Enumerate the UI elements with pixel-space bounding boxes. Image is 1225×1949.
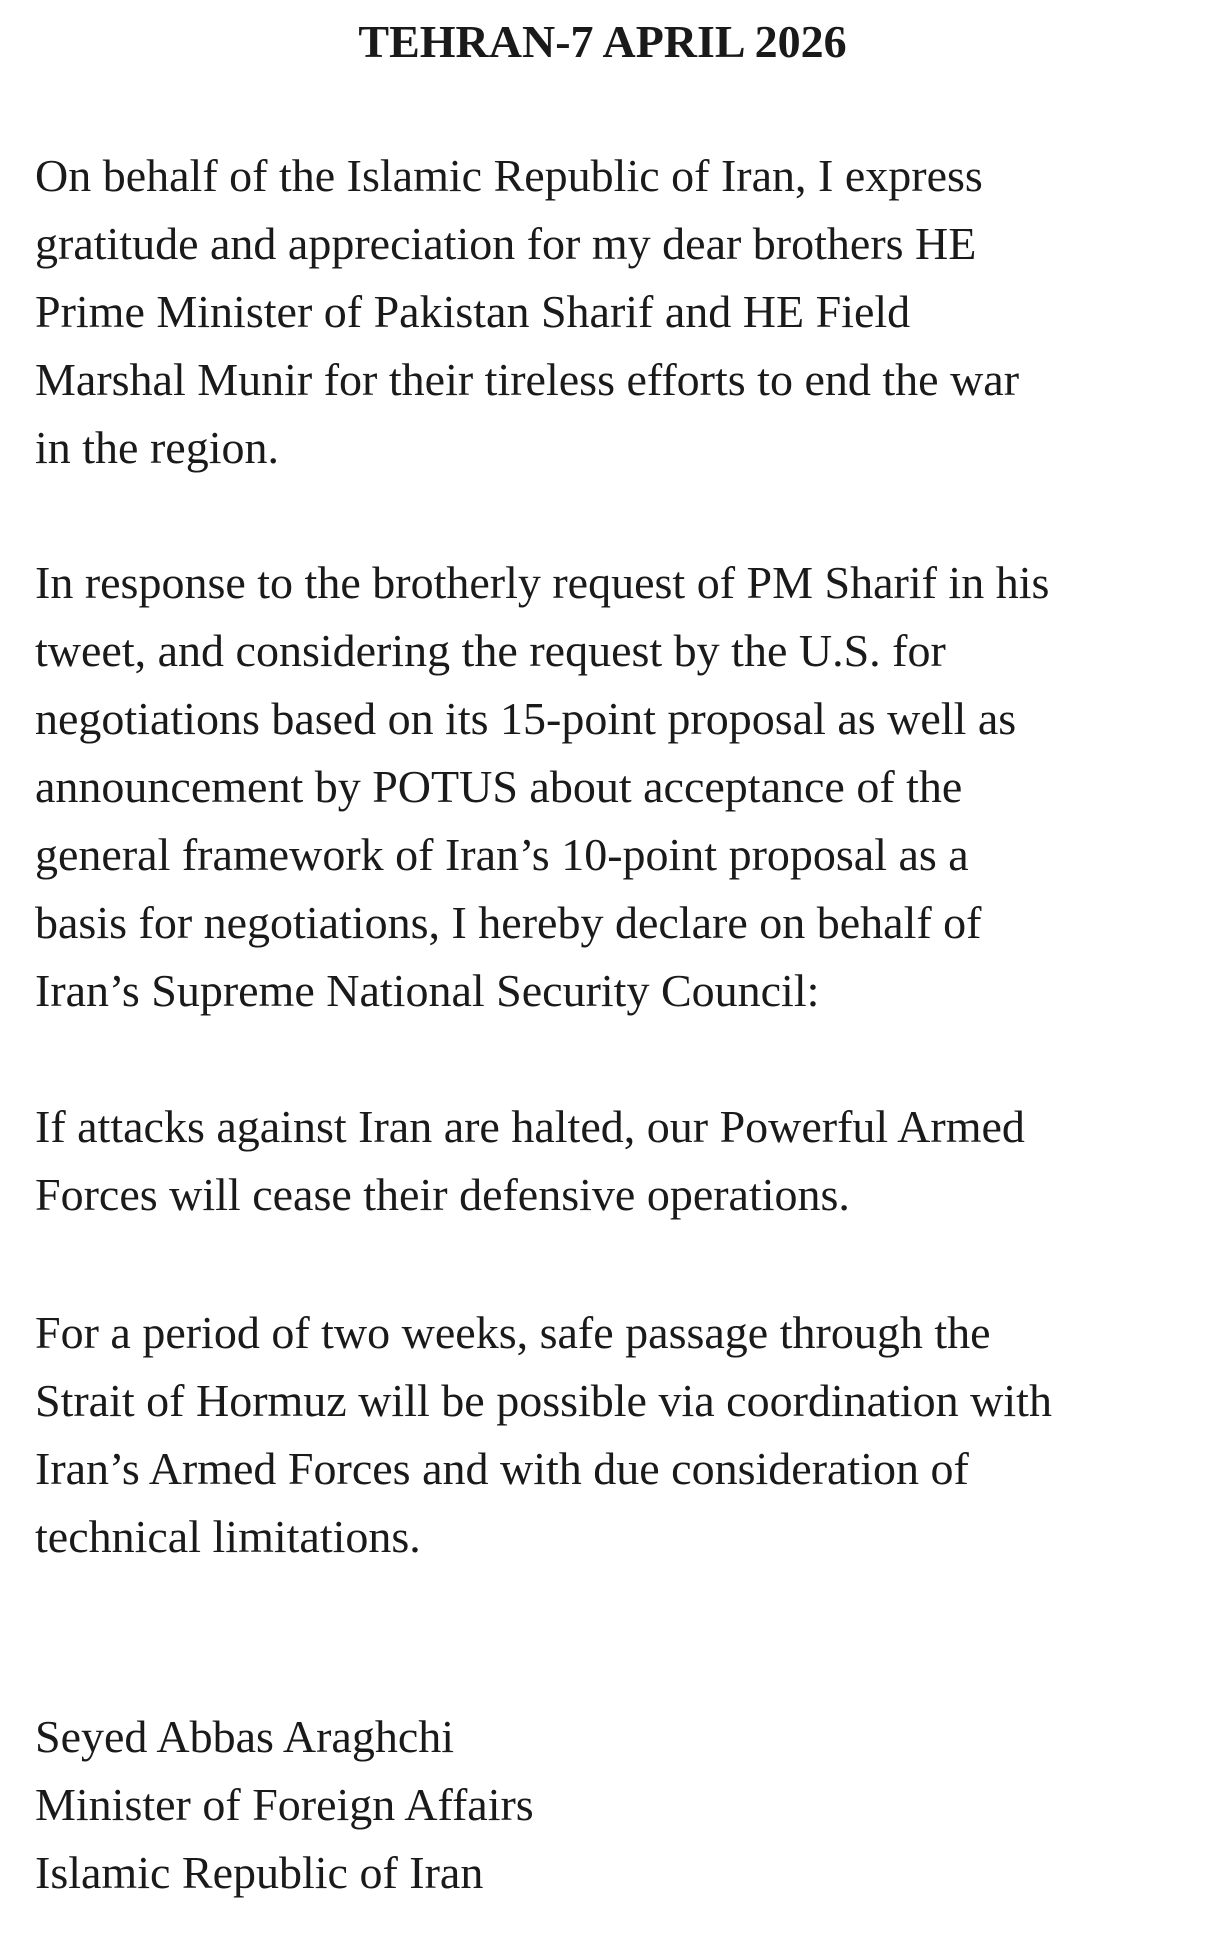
dateline: TEHRAN-7 APRIL 2026 xyxy=(358,16,847,67)
paragraph-ceasefire xyxy=(35,1093,1200,1229)
paragraph-line: Strait of Hormuz will be possible via coordination with xyxy=(35,1375,1052,1426)
paragraph-line: technical limitations. xyxy=(35,1511,421,1562)
paragraph-line: gratitude and appreciation for my dear brothers HE xyxy=(35,218,977,269)
signatory-title: Minister of Foreign Affairs xyxy=(35,1779,534,1830)
paragraph-line: general framework of Iran’s 10-point proposal as a xyxy=(35,829,969,880)
signatory-name: Seyed Abbas Araghchi xyxy=(35,1711,455,1762)
paragraph-line: Forces will cease their defensive operations. xyxy=(35,1169,850,1220)
signature-block xyxy=(35,1703,1200,1907)
paragraph-line: basis for negotiations, I hereby declare on behalf of xyxy=(35,897,982,948)
paragraph-line: negotiations based on its 15-point proposal as well as xyxy=(35,693,1017,744)
paragraph-line: In response to the brotherly request of PM Sharif in his xyxy=(35,557,1050,608)
paragraph-line: On behalf of the Islamic Republic of Iran, I express xyxy=(35,150,983,201)
paragraph-line: Marshal Munir for their tireless efforts to end the war xyxy=(35,354,1020,405)
paragraph-line: Iran’s Armed Forces and with due consideration of xyxy=(35,1443,969,1494)
paragraph-line: Prime Minister of Pakistan Sharif and HE Field xyxy=(35,286,911,337)
paragraph-gratitude xyxy=(35,142,1200,482)
paragraph-line: Iran’s Supreme National Security Council: xyxy=(35,965,820,1016)
paragraph-line: For a period of two weeks, safe passage through the xyxy=(35,1307,991,1358)
paragraph-line: in the region. xyxy=(35,422,279,473)
paragraph-line: If attacks against Iran are halted, our Powerful Armed xyxy=(35,1101,1025,1152)
signatory-organization: Islamic Republic of Iran xyxy=(35,1847,484,1898)
paragraph-declaration xyxy=(35,549,1200,1025)
paragraph-hormuz-passage xyxy=(35,1299,1200,1571)
paragraph-line: tweet, and considering the request by the U.S. for xyxy=(35,625,946,676)
paragraph-line: announcement by POTUS about acceptance of the xyxy=(35,761,963,812)
